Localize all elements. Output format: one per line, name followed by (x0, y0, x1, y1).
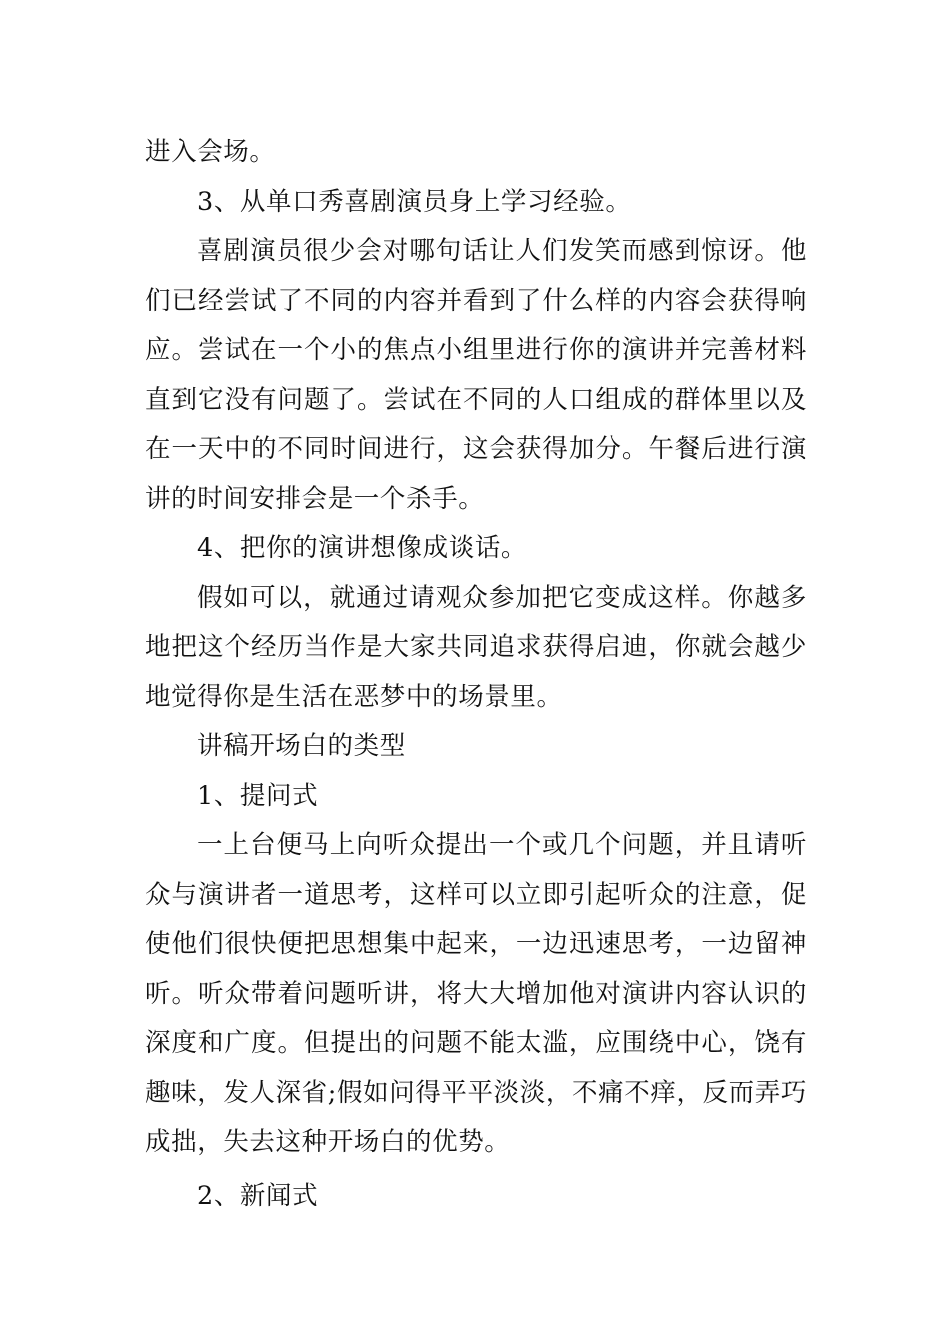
list-item-heading: 1、提问式 (197, 780, 319, 811)
paragraph: 喜剧演员很少会对哪句话让人们发笑而感到惊讶。他们已经尝试了不同的内容并看到了什么样的内容会获得响应。尝试在一个小的焦点小组里进行你的演讲并完善材料直到它没有问题了。尝试在不同的人口组成的群体里以及在一天中的不同时间进行，这会获得加分。午餐后进行演讲的时间安排会是一个杀手。 (145, 236, 807, 514)
paragraph: 一上台便马上向听众提出一个或几个问题，并且请听众与演讲者一道思考，这样可以立即引起听众的注意，促使他们很快便把思想集中起来，一边迅速思考，一边留神听。听众带着问题听讲，将大大增加他对演讲内容认识的深度和广度。但提出的问题不能太滥，应围绕中心，饶有趣味，发人深省;假如问得平平淡淡，不痛不痒，反而弄巧成拙，失去这种开场白的优势。 (145, 830, 807, 1157)
paragraph: 假如可以，就通过请观众参加把它变成这样。你越多地把这个经历当作是大家共同追求获得启迪，你就会越少地觉得你是生活在恶梦中的场景里。 (145, 582, 807, 712)
paragraph-continuation: 进入会场。 (145, 137, 276, 167)
section-heading: 讲稿开场白的类型 (197, 731, 406, 761)
list-item-heading: 4、把你的演讲想像成谈话。 (197, 533, 528, 563)
document-body (145, 128, 807, 1221)
list-item-heading: 3、从单口秀喜剧演员身上学习经验。 (197, 186, 632, 217)
list-item-heading: 2、新闻式 (197, 1180, 319, 1211)
